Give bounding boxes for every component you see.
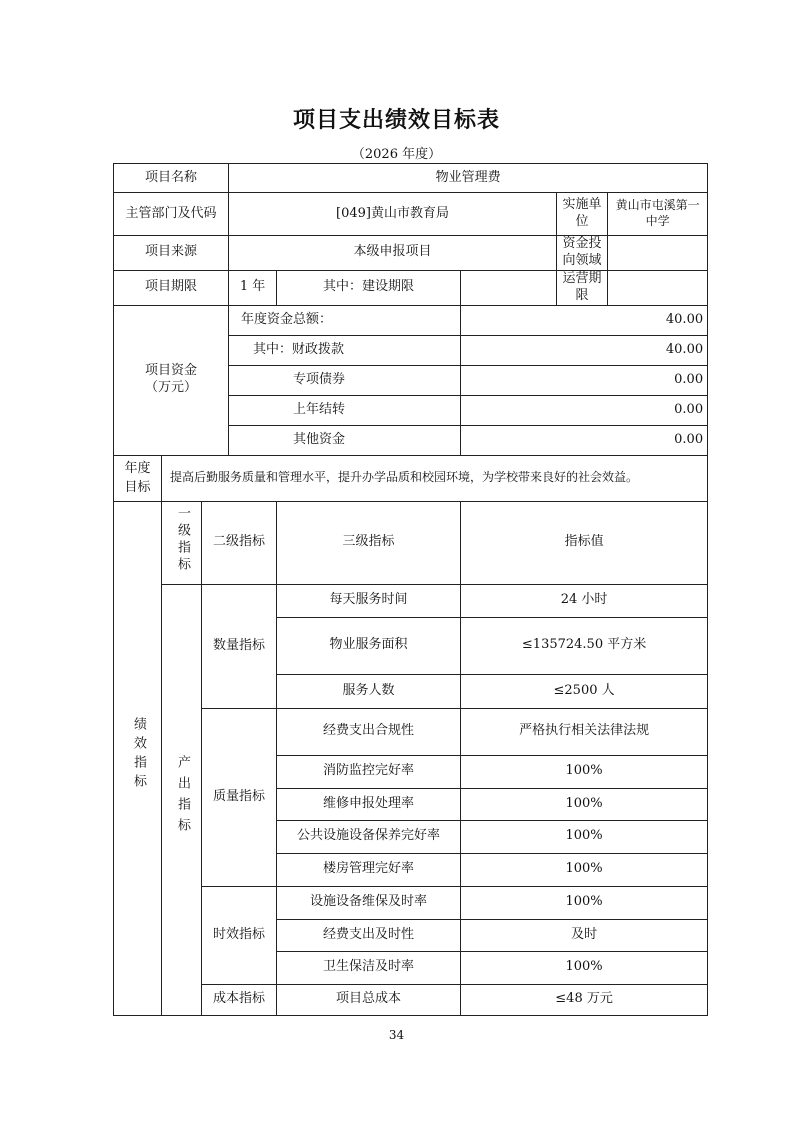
table-row [114,164,708,193]
indicator-name: 项目总成本 [277,984,461,1015]
indicator-name: 经费支出及时性 [277,919,461,951]
period-label: 项目期限 [114,270,229,305]
funds-total-label: 年度资金总额： [229,305,461,335]
indicator-name: 维修申报处理率 [277,788,461,820]
group-quantity: 数量指标 [202,584,277,708]
indicator-value: ≤2500 人 [461,674,708,708]
funds-fiscal-value: 40.00 [461,335,708,365]
page-number: 34 [388,1028,405,1042]
performance-label: 绩效指标 [114,501,162,1015]
indicator-value: 及时 [461,919,708,951]
source-label: 项目来源 [114,236,229,271]
funds-bond-value: 0.00 [461,365,708,395]
funds-fiscal-label: 其中：财政拨款 [229,335,461,365]
level1-output: 产出指标 [162,584,202,1015]
construction-label: 其中：建设期限 [277,270,461,305]
indicator-name: 卫生保洁及时率 [277,951,461,984]
level1-header: 一级指标 [162,501,202,584]
page-subtitle: （2026 年度） [351,147,442,162]
indicator-value: 100% [461,755,708,788]
indicator-name: 物业服务面积 [277,617,461,674]
funds-carryover-label: 上年结转 [229,395,461,425]
indicator-value: 100% [461,951,708,984]
table-row [114,584,708,617]
funds-label [114,305,229,455]
table-row [114,236,708,271]
construction-value [461,270,557,305]
indicator-value: ≤48 万元 [461,984,708,1015]
operation-label: 运营期限 [557,270,608,305]
table-row [114,708,708,755]
table-row [114,501,708,584]
page-title: 项目支出绩效目标表 [292,107,500,133]
indicator-name: 楼房管理完好率 [277,853,461,886]
operation-value [608,270,708,305]
indicator-name: 消防监控完好率 [277,755,461,788]
annual-goal-label: 年度目标 [114,455,162,501]
dept-label: 主管部门及代码 [114,193,229,236]
period-value: 1 年 [229,270,277,305]
group-cost: 成本指标 [202,984,277,1015]
performance-table [113,163,708,1016]
project-name-label: 项目名称 [114,164,229,193]
annual-goal-text: 提高后勤服务质量和管理水平，提升办学品质和校园环境，为学校带来良好的社会效益。 [162,455,708,501]
funds-bond-label: 专项债券 [229,365,461,395]
indicator-name: 每天服务时间 [277,584,461,617]
group-timeliness: 时效指标 [202,886,277,984]
indicator-value: 100% [461,788,708,820]
fund-direction-label: 资金投向领域 [557,236,608,271]
indicator-name: 服务人数 [277,674,461,708]
indicator-value: 100% [461,820,708,853]
table-row [114,270,708,305]
source-value: 本级申报项目 [229,236,557,271]
table-row [114,193,708,236]
table-row [114,455,708,501]
indicator-name: 公共设施设备保养完好率 [277,820,461,853]
funds-label-line1: 项目资金 [145,363,198,379]
table-row [114,886,708,919]
level2-header: 二级指标 [202,501,277,584]
table-row [114,305,708,335]
indicator-value: 24 小时 [461,584,708,617]
dept-value: [049]黄山市教育局 [229,193,557,236]
indicator-value: 100% [461,853,708,886]
funds-label-line2: （万元） [145,380,198,396]
funds-other-label: 其他资金 [229,425,461,455]
funds-total-value: 40.00 [461,305,708,335]
impl-unit-label: 实施单位 [557,193,608,236]
project-name-value: 物业管理费 [229,164,708,193]
level3-header: 三级指标 [277,501,461,584]
indicator-value: ≤135724.50 平方米 [461,617,708,674]
table-row [114,984,708,1015]
value-header: 指标值 [461,501,708,584]
impl-unit-value: 黄山市屯溪第一中学 [608,193,708,236]
fund-direction-value [608,236,708,271]
indicator-name: 经费支出合规性 [277,708,461,755]
indicator-value: 100% [461,886,708,919]
funds-carryover-value: 0.00 [461,395,708,425]
indicator-value: 严格执行相关法律法规 [461,708,708,755]
group-quality: 质量指标 [202,708,277,886]
indicator-name: 设施设备维保及时率 [277,886,461,919]
funds-other-value: 0.00 [461,425,708,455]
